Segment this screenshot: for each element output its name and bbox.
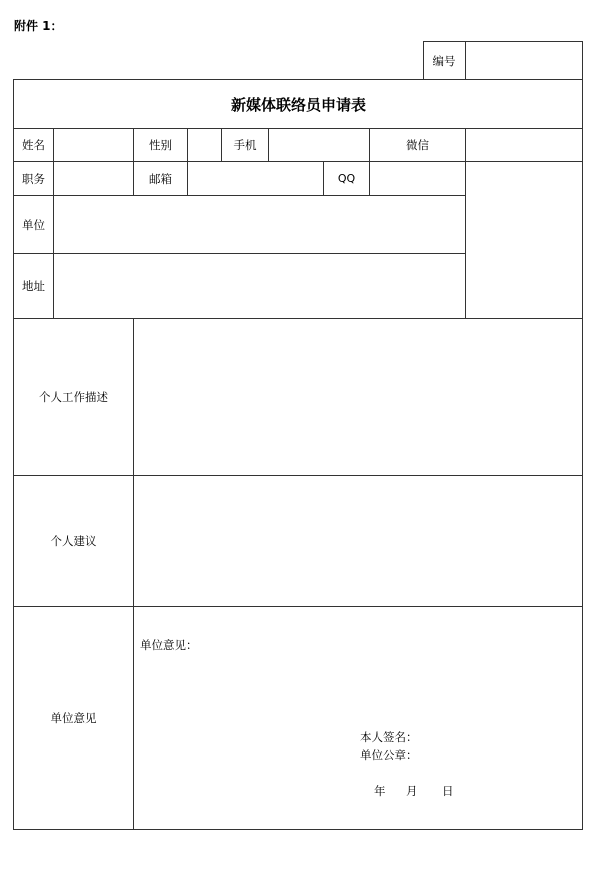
address-label: 地址 xyxy=(22,279,45,293)
qq-field[interactable] xyxy=(370,162,465,195)
suggestion-field[interactable] xyxy=(134,476,582,606)
gender-field[interactable] xyxy=(188,129,221,161)
unit-field[interactable] xyxy=(54,196,465,253)
name-label: 姓名 xyxy=(22,138,45,152)
month-label: 月 xyxy=(406,784,418,798)
email-label: 邮箱 xyxy=(149,171,172,186)
year-label: 年 xyxy=(374,784,386,798)
unit-opinion-label: 单位意见 xyxy=(50,711,97,725)
wechat-field[interactable] xyxy=(466,129,582,161)
annex-label: 附件 1： xyxy=(14,19,63,33)
wechat-label: 微信 xyxy=(406,138,429,152)
email-field[interactable] xyxy=(188,162,323,195)
mobile-label: 手机 xyxy=(233,138,257,152)
photo-area[interactable] xyxy=(466,162,582,318)
address-field[interactable] xyxy=(54,254,465,318)
signature-label: 本人签名： xyxy=(360,730,418,744)
suggestion-label: 个人建议 xyxy=(50,534,97,548)
form-title: 新媒体联络员申请表 xyxy=(230,95,366,114)
seal-label: 单位公章： xyxy=(360,748,418,762)
gender-label: 性别 xyxy=(149,138,172,152)
qq-label: QQ xyxy=(337,172,356,185)
unit-opinion-prompt: 单位意见： xyxy=(140,638,198,652)
name-field[interactable] xyxy=(54,129,133,161)
position-field[interactable] xyxy=(54,162,133,195)
unit-label: 单位 xyxy=(22,217,45,232)
number-field[interactable] xyxy=(466,42,582,79)
unit-opinion-area[interactable] xyxy=(134,607,582,829)
mobile-field[interactable] xyxy=(269,129,369,161)
day-label: 日 xyxy=(442,784,454,798)
number-label: 编号 xyxy=(432,53,456,68)
work-description-field[interactable] xyxy=(134,319,582,475)
work-description-label: 个人工作描述 xyxy=(39,390,108,404)
position-label: 职务 xyxy=(22,171,45,186)
